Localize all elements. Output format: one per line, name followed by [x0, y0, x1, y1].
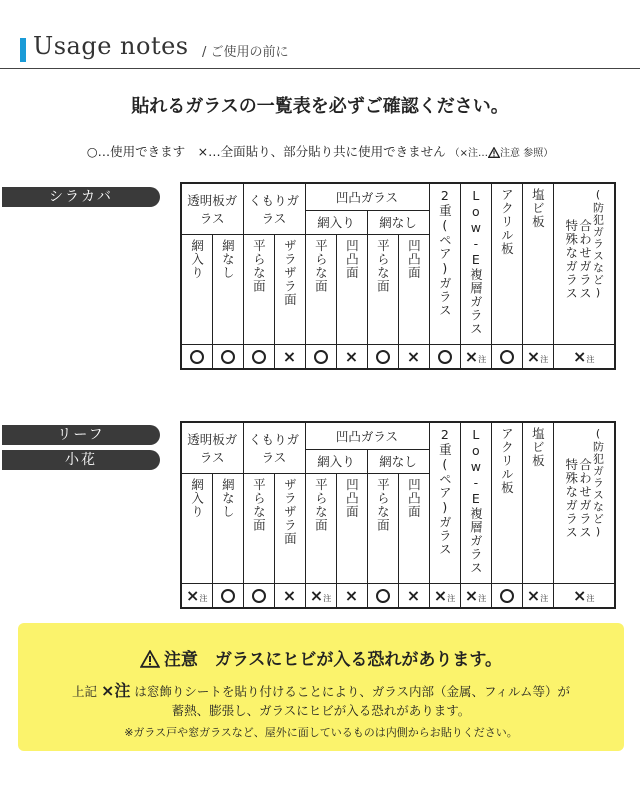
- col-group-frosted: くもりガラス: [243, 183, 305, 234]
- col-sub-nonwired: 網なし: [367, 449, 429, 473]
- col-group-clear: 透明板ガラス: [181, 422, 243, 473]
- result-cell: [243, 344, 274, 369]
- result-cell: ×: [336, 344, 367, 369]
- col-pair-glass: 2重(ペア)ガラス: [429, 422, 460, 583]
- col-wired-flat: 平らな面: [305, 473, 336, 583]
- col-wired-uneven: 凹凸面: [336, 473, 367, 583]
- col-sub-wired: 網入り: [305, 449, 367, 473]
- result-cell: ×注: [429, 583, 460, 608]
- caution-note: ※ガラス戸や窓ガラスなど、屋外に面しているものは内側からお貼りください。: [124, 726, 518, 739]
- result-cell: [181, 344, 212, 369]
- circle-mark: [221, 589, 235, 603]
- col-nonwired-flat: 平らな面: [367, 234, 398, 344]
- col-clear-nonwired: 網なし: [212, 473, 243, 583]
- col-group-frosted: くもりガラス: [243, 422, 305, 473]
- col-frosted-rough: ザラザラ面: [274, 473, 305, 583]
- col-group-patterned: 凹凸ガラス: [305, 422, 429, 449]
- caution-body: 上記 ×注 は窓飾りシートを貼り付けることにより、ガラス内部（金属、フィルム等）が 蓄熱、膨張し、ガラスにヒビが入る恐れがあります。: [71, 681, 571, 718]
- result-cell: ×: [336, 583, 367, 608]
- col-lowe-glass: Low-E複層ガラス: [460, 183, 491, 344]
- legend: [0, 142, 640, 160]
- result-cell: [429, 344, 460, 369]
- result-cell: ×注: [181, 583, 212, 608]
- section-header: [0, 30, 640, 70]
- col-acrylic: アクリル板: [491, 422, 522, 583]
- col-lowe-glass: Low-E複層ガラス: [460, 422, 491, 583]
- glass-table-2: [180, 421, 616, 609]
- caution-mark: ×注: [100, 681, 131, 700]
- col-nonwired-uneven: 凹凸面: [398, 473, 429, 583]
- result-cell: [212, 583, 243, 608]
- header-divider: [0, 68, 640, 69]
- result-cell: ×注: [553, 583, 615, 608]
- col-clear-wired: 網入り: [181, 234, 212, 344]
- result-cell: [305, 344, 336, 369]
- section-title: Usage notes: [33, 32, 189, 60]
- col-sub-nonwired: 網なし: [367, 210, 429, 234]
- circle-mark: [376, 350, 390, 364]
- warning-icon: [488, 147, 500, 158]
- result-cell: [491, 344, 522, 369]
- result-cell: ×: [398, 344, 429, 369]
- result-row: [181, 344, 615, 369]
- col-sub-wired: 網入り: [305, 210, 367, 234]
- page-heading: 貼れるガラスの一覧表を必ずご確認ください。: [131, 96, 509, 117]
- col-frosted-flat: 平らな面: [243, 234, 274, 344]
- result-cell: [243, 583, 274, 608]
- col-acrylic: アクリル板: [491, 183, 522, 344]
- result-cell: ×: [398, 583, 429, 608]
- product-label: 小花: [2, 450, 160, 470]
- circle-mark: [252, 589, 266, 603]
- col-group-patterned: 凹凸ガラス: [305, 183, 429, 210]
- result-cell: ×注: [460, 583, 491, 608]
- circle-mark: [314, 350, 328, 364]
- col-frosted-flat: 平らな面: [243, 473, 274, 583]
- warning-icon: [140, 650, 160, 668]
- result-cell: [367, 583, 398, 608]
- accent-bar: [20, 38, 26, 62]
- caution-box: [18, 623, 624, 751]
- circle-mark: [500, 589, 514, 603]
- result-cell: [367, 344, 398, 369]
- result-row: [181, 583, 615, 608]
- result-cell: ×注: [553, 344, 615, 369]
- legend-text: ○…使用できます ×…全面貼り、部分貼り共に使用できません: [86, 144, 446, 159]
- circle-mark: [221, 350, 235, 364]
- col-pair-glass: 2重(ペア)ガラス: [429, 183, 460, 344]
- col-nonwired-flat: 平らな面: [367, 473, 398, 583]
- result-cell: ×注: [460, 344, 491, 369]
- legend-note-prefix: （×注…: [449, 148, 489, 159]
- result-cell: [491, 583, 522, 608]
- col-pvc: 塩ビ板: [522, 183, 553, 344]
- circle-mark: [252, 350, 266, 364]
- col-clear-wired: 網入り: [181, 473, 212, 583]
- result-cell: ×: [274, 583, 305, 608]
- result-cell: ×: [274, 344, 305, 369]
- circle-mark: [376, 589, 390, 603]
- col-wired-uneven: 凹凸面: [336, 234, 367, 344]
- col-laminated: 特殊なガラス合わせガラス(防犯ガラスなど): [553, 422, 615, 583]
- result-cell: ×注: [522, 583, 553, 608]
- circle-mark: [190, 350, 204, 364]
- col-group-clear: 透明板ガラス: [181, 183, 243, 234]
- col-laminated: 特殊なガラス合わせガラス(防犯ガラスなど): [553, 183, 615, 344]
- circle-mark: [500, 350, 514, 364]
- section-subtitle: / ご使用の前に: [202, 45, 289, 60]
- result-cell: [212, 344, 243, 369]
- result-cell: ×注: [305, 583, 336, 608]
- legend-note-suffix: 注意 参照）: [500, 148, 554, 159]
- product-label: リーフ: [2, 425, 160, 445]
- glass-table-1: [180, 182, 616, 370]
- col-clear-nonwired: 網なし: [212, 234, 243, 344]
- col-nonwired-uneven: 凹凸面: [398, 234, 429, 344]
- col-pvc: 塩ビ板: [522, 422, 553, 583]
- product-label: シラカバ: [2, 187, 160, 207]
- caution-title: 注意 ガラスにヒビが入る恐れがあります。: [18, 645, 624, 670]
- circle-mark: [438, 350, 452, 364]
- col-wired-flat: 平らな面: [305, 234, 336, 344]
- result-cell: ×注: [522, 344, 553, 369]
- col-frosted-rough: ザラザラ面: [274, 234, 305, 344]
